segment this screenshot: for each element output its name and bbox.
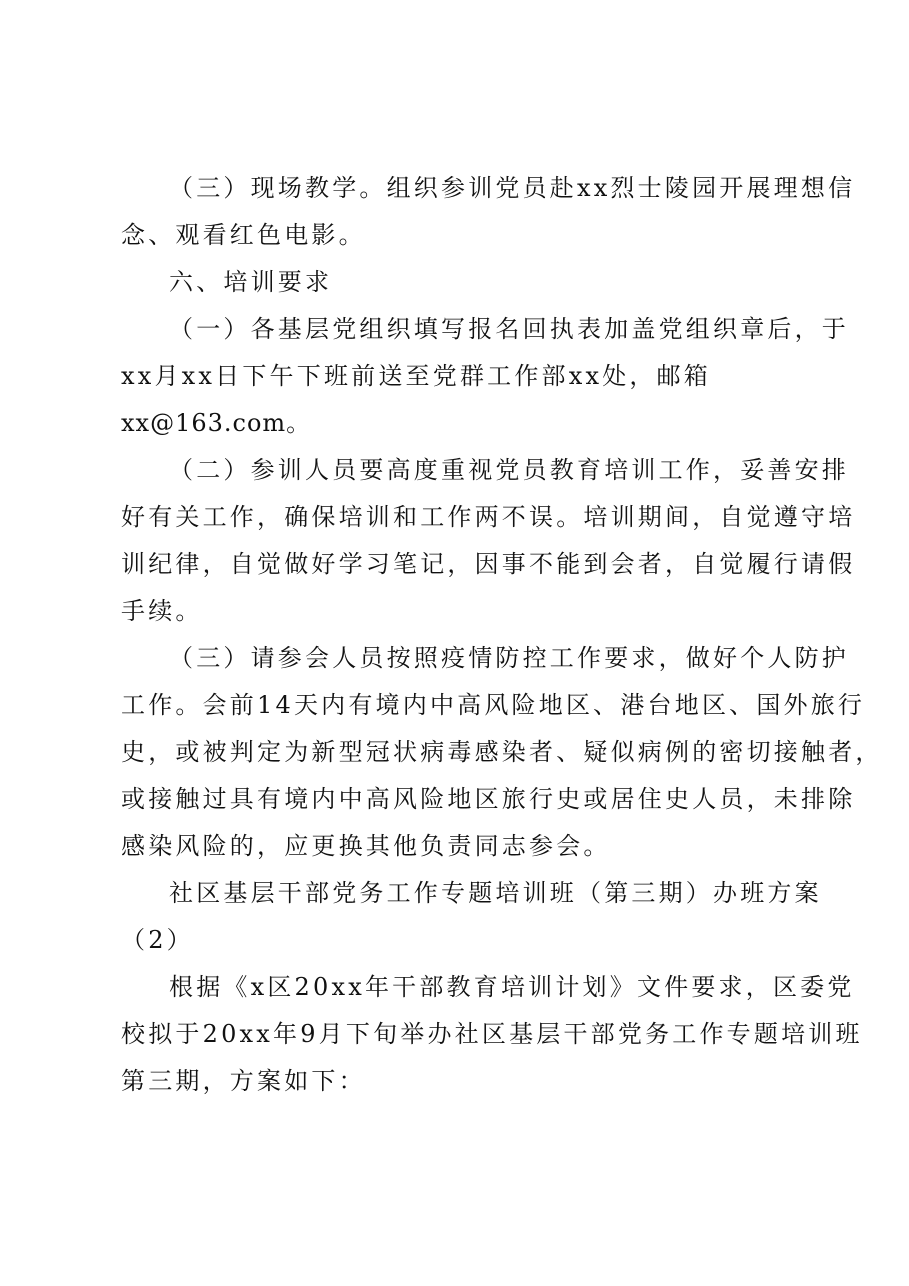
paragraph-line: 第三期，方案如下： xyxy=(121,1067,366,1095)
document-title: 社区基层干部党务工作专题培训班（第三期）办班方案 xyxy=(169,879,822,907)
document-title-suffix: （2） xyxy=(121,926,194,954)
paragraph-line: 手续。 xyxy=(121,597,203,625)
paragraph-line: （一）各基层党组织填写报名回执表加盖党组织章后，于 xyxy=(169,315,849,343)
paragraph-line: 念、观看红色电影。 xyxy=(121,221,366,249)
paragraph-line: 工作。会前14天内有境内中高风险地区、港台地区、国外旅行 xyxy=(121,691,866,719)
paragraph-line: 校拟于20xx年9月下旬举办社区基层干部党务工作专题培训班 xyxy=(121,1020,863,1048)
paragraph-line: 或接触过具有境内中高风险地区旅行史或居住史人员，未排除 xyxy=(121,785,856,813)
paragraph-line: xx月xx日下午下班前送至党群工作部xx处，邮箱 xyxy=(121,362,712,390)
paragraph-line: 感染风险的，应更换其他负责同志参会。 xyxy=(121,832,611,860)
section-heading: 六、培训要求 xyxy=(169,268,333,296)
paragraph-line: 训纪律，自觉做好学习笔记，因事不能到会者，自觉履行请假 xyxy=(121,550,856,578)
paragraph-line: 史，或被判定为新型冠状病毒感染者、疑似病例的密切接触者， xyxy=(121,738,883,766)
paragraph-line: （二）参训人员要高度重视党员教育培训工作，妥善安排 xyxy=(169,456,849,484)
paragraph-line: 根据《x区20xx年干部教育培训计划》文件要求，区委党 xyxy=(169,973,855,1001)
paragraph-line: xx@163.com。 xyxy=(121,409,312,437)
paragraph-line: 好有关工作，确保培训和工作两不误。培训期间，自觉遵守培 xyxy=(121,503,856,531)
paragraph-line: （三）现场教学。组织参训党员赴xx烈士陵园开展理想信 xyxy=(169,174,856,202)
paragraph-line: （三）请参会人员按照疫情防控工作要求，做好个人防护 xyxy=(169,644,849,672)
